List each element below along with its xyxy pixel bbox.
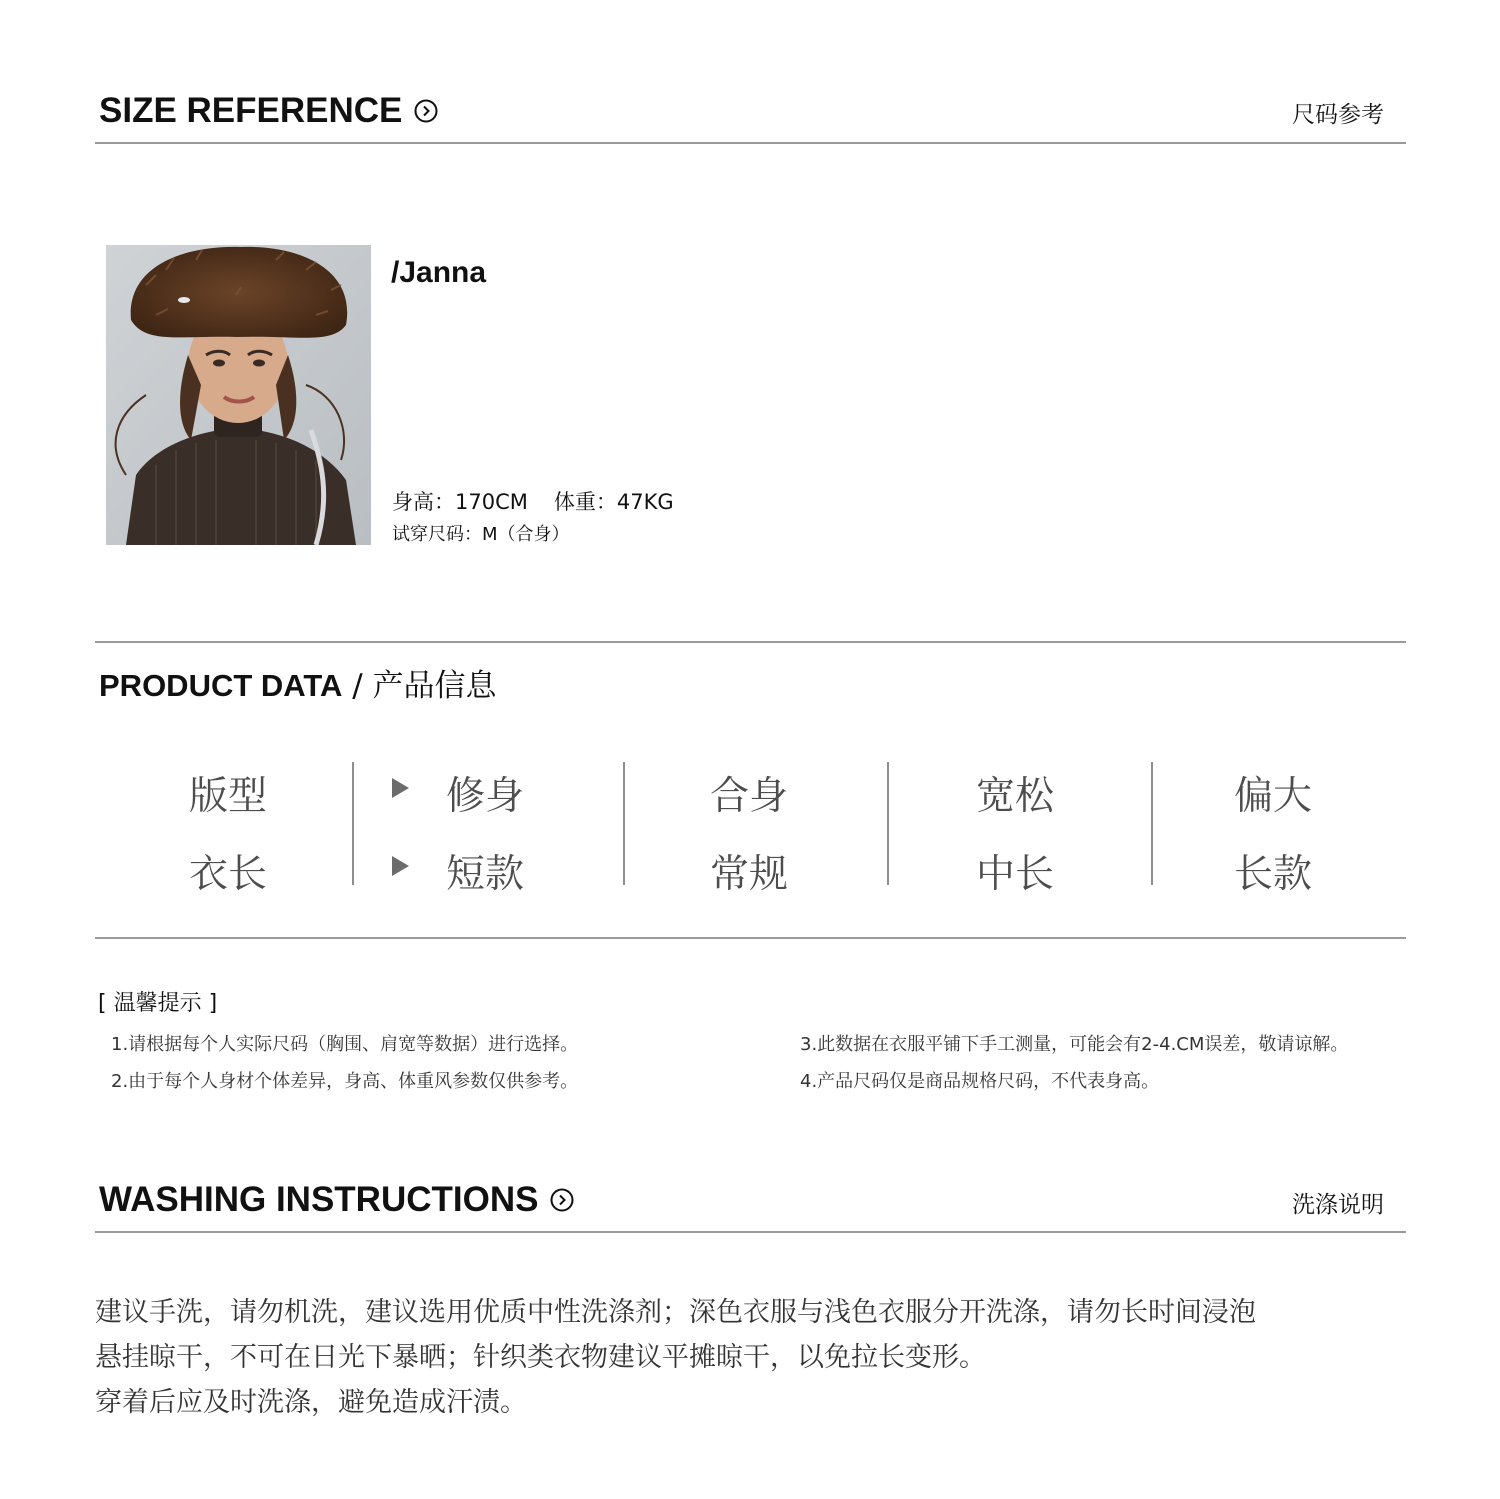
size-reference-title xyxy=(99,91,438,131)
chevron-circle-right-icon xyxy=(414,99,438,123)
washing-line: 悬挂晾干，不可在日光下暴晒；针织类衣物建议平摊晾干，以免拉长变形。 xyxy=(95,1342,986,1373)
chevron-circle-right-icon xyxy=(550,1188,574,1212)
column-divider xyxy=(352,762,354,885)
fit-option-loose: 宽松 xyxy=(975,774,1054,819)
fit-label: 版型 xyxy=(188,774,267,819)
model-height: 身高：170CM xyxy=(392,490,528,514)
length-label: 衣长 xyxy=(188,852,267,897)
tip-item: 1.请根据每个人实际尺码（胸围、肩宽等数据）进行选择。 xyxy=(111,1034,579,1055)
model-stats xyxy=(392,486,674,516)
column-divider xyxy=(1151,762,1153,885)
length-option-short: 短款 xyxy=(445,852,524,897)
tips-heading: [ 温馨提示 ] xyxy=(98,991,218,1016)
fit-option-regular: 合身 xyxy=(709,774,788,819)
size-reference-title-cn: 尺码参考 xyxy=(1292,102,1384,128)
product-data-title-sep: / xyxy=(342,668,373,704)
model-name: /Janna xyxy=(391,256,487,289)
column-divider xyxy=(623,762,625,885)
divider xyxy=(95,142,1406,144)
model-photo xyxy=(106,245,371,545)
size-reference-title-text: SIZE REFERENCE xyxy=(99,91,403,130)
length-option-long: 长款 xyxy=(1233,852,1312,897)
divider xyxy=(95,1231,1406,1233)
product-data-title xyxy=(99,660,497,705)
model-tried-size: 试穿尺码：M（合身） xyxy=(392,524,570,545)
divider xyxy=(95,641,1406,643)
model-photo-illustration xyxy=(106,245,371,545)
column-divider xyxy=(887,762,889,885)
fit-option-oversized: 偏大 xyxy=(1233,774,1312,819)
tip-item: 2.由于每个人身材个体差异，身高、体重风参数仅供参考。 xyxy=(111,1071,579,1092)
divider xyxy=(95,937,1406,939)
fit-option-slim: 修身 xyxy=(445,774,524,819)
product-data-title-cn: 产品信息 xyxy=(372,668,497,704)
washing-title xyxy=(99,1180,574,1220)
length-option-regular: 常规 xyxy=(709,852,788,897)
tip-item: 3.此数据在衣服平铺下手工测量，可能会有2-4.CM误差，敬请谅解。 xyxy=(800,1034,1349,1055)
product-data-title-en: PRODUCT DATA xyxy=(99,668,343,703)
washing-title-cn: 洗涤说明 xyxy=(1292,1192,1384,1218)
washing-line: 穿着后应及时洗涤，避免造成汗渍。 xyxy=(95,1387,527,1418)
washing-title-text: WASHING INSTRUCTIONS xyxy=(99,1180,539,1219)
model-weight: 体重：47KG xyxy=(553,490,674,514)
washing-line: 建议手洗，请勿机洗，建议选用优质中性洗涤剂；深色衣服与浅色衣服分开洗涤，请勿长时间浸泡 xyxy=(95,1297,1256,1328)
tip-item: 4.产品尺码仅是商品规格尺码，不代表身高。 xyxy=(800,1071,1160,1092)
length-option-mid: 中长 xyxy=(975,852,1054,897)
